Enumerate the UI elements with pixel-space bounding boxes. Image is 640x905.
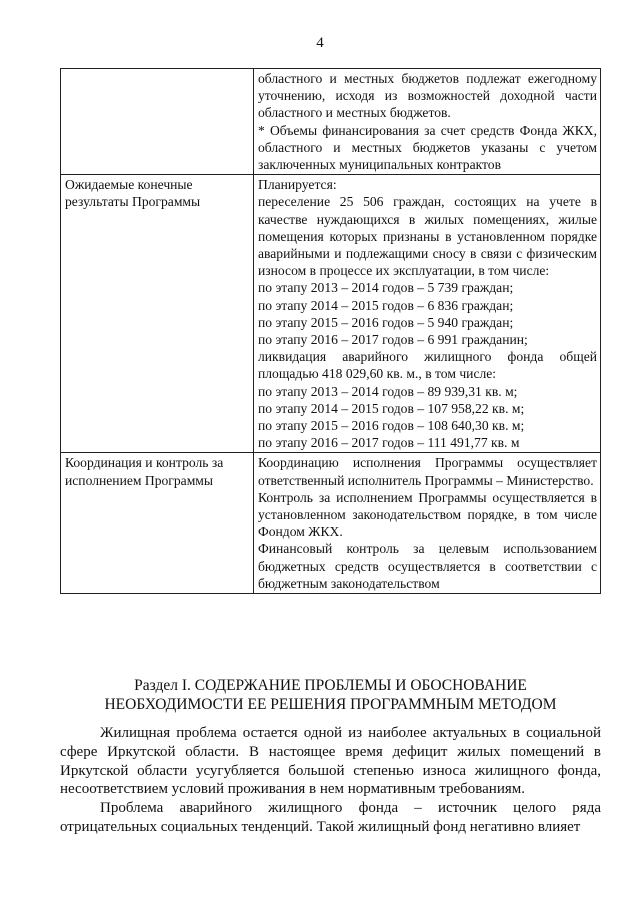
row-value-text: Контроль за исполнением Программы осуществляется в установленном законодательством порядке, в том числе Фондом ЖКХ. — [258, 489, 597, 540]
paragraph: Жилищная проблема остается одной из наиболее актуальных в социальной сфере Иркутской области. В настоящее время дефицит жилых помещений в Иркутской области усугубляется большой степенью износа жилищного фонда, несоответствием условий проживания в нем нормативным требованиям. — [60, 725, 601, 798]
table-cell-label — [61, 175, 254, 453]
row-label-text: Координация и контроль за исполнением Программы — [65, 455, 224, 488]
table-cell-label — [61, 69, 254, 175]
row-value-text: ликвидация аварийного жилищного фонда общей площадью 418 029,60 кв. м., в том числе: — [258, 349, 597, 382]
row-value-text: по этапу 2014 – 2015 годов – 6 836 граждан; — [258, 297, 514, 313]
table-row — [61, 175, 601, 453]
row-value-text: * Объемы финансирования за счет средств Фонда ЖКХ, областного и местных бюджетов указаны с учетом заключенных муниципальных контрактов — [258, 122, 597, 173]
section-title-line-2: НЕОБХОДИМОСТИ ЕЕ РЕШЕНИЯ ПРОГРАММНЫМ МЕТОДОМ — [104, 696, 557, 713]
row-label-text: Ожидаемые конечные результаты Программы — [65, 177, 201, 210]
row-value-text: Финансовый контроль за целевым использованием бюджетных средств осуществляется в соответствии с бюджетным законодательством — [258, 541, 597, 591]
table-cell-value — [254, 69, 601, 175]
row-value-text: по этапу 2016 – 2017 годов – 111 491,77 кв. м — [258, 435, 520, 451]
row-value-text: по этапу 2014 – 2015 годов – 107 958,22 кв. м; — [258, 400, 525, 416]
row-value-text: Координацию исполнения Программы осуществляет ответственный исполнитель Программы – Министерство. — [258, 455, 597, 488]
paragraph: Проблема аварийного жилищного фонда – источник целого ряда отрицательных социальных тенденций. Такой жилищный фонд негативно влияет — [60, 800, 601, 835]
table-cell-value — [254, 175, 601, 453]
row-value-text: по этапу 2013 – 2014 годов – 89 939,31 кв. м; — [258, 383, 518, 399]
page-number: 4 — [316, 35, 324, 51]
program-passport-table — [60, 68, 601, 594]
row-value-text: по этапу 2015 – 2016 годов – 108 640,30 кв. м; — [258, 418, 525, 434]
table-cell-label — [61, 453, 254, 594]
table-cell-value — [254, 453, 601, 594]
row-value-text: по этапу 2015 – 2016 годов – 5 940 граждан; — [258, 314, 514, 330]
section-title — [60, 676, 601, 714]
row-value-text: по этапу 2013 – 2014 годов – 5 739 граждан; — [258, 280, 514, 296]
table-row — [61, 69, 601, 175]
row-value-text: по этапу 2016 – 2017 годов – 6 991 гражданин; — [258, 332, 528, 348]
row-value-text: переселение 25 506 граждан, состоящих на учете в качестве нуждающихся в жилых помещениях, жилые помещения которых признаны в установленном порядке аварийными и подлежащими сносу в связи с физическим износом в процессе их эксплуатации, в том числе: — [258, 194, 597, 279]
table-row — [61, 453, 601, 594]
body-text — [60, 724, 601, 837]
row-value-text: областного и местных бюджетов подлежат ежегодному уточнению, исходя из возможностей доходной части областного и местных бюджетов. — [258, 71, 597, 121]
program-table-body — [61, 69, 601, 594]
row-value-text: Планируется: — [258, 177, 337, 193]
section-title-line-1: Раздел I. СОДЕРЖАНИЕ ПРОБЛЕМЫ И ОБОСНОВАНИЕ — [134, 677, 527, 694]
